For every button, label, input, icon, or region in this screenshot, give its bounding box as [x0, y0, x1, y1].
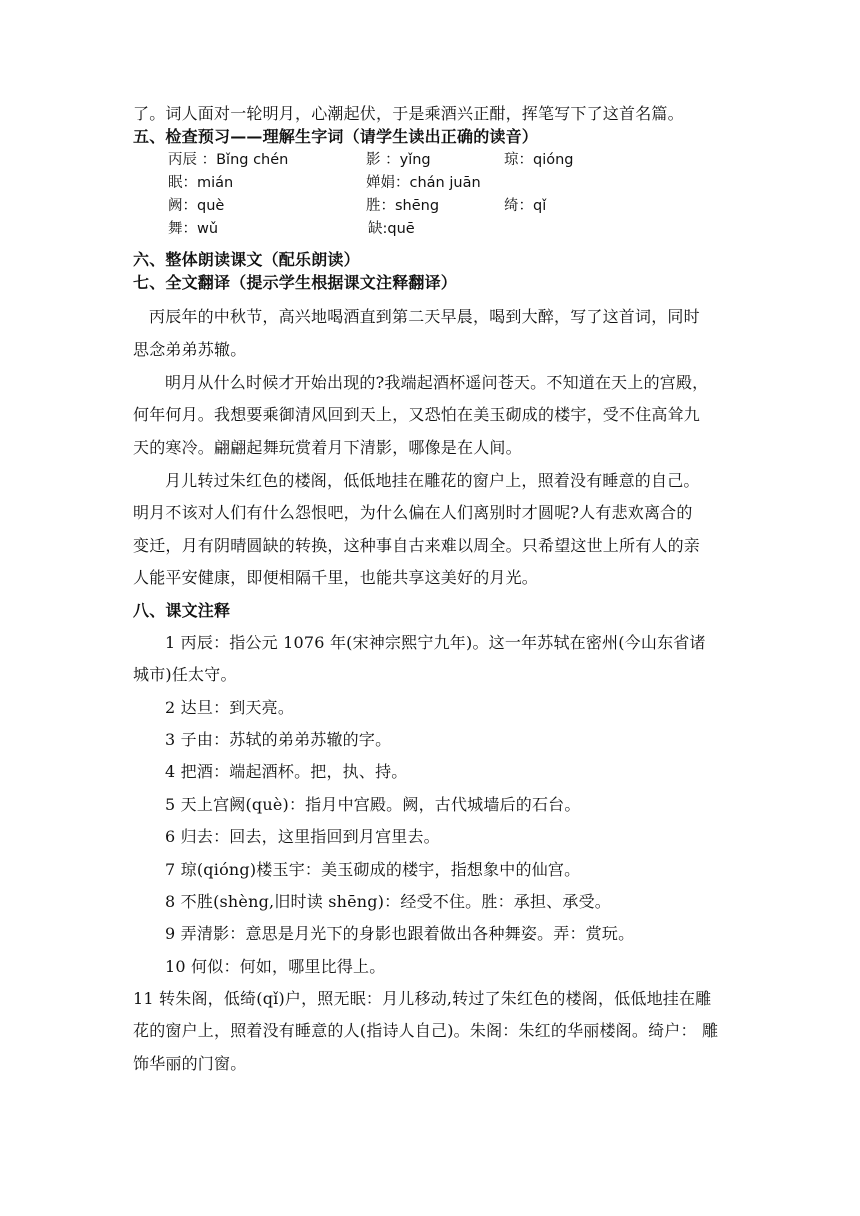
vocab-item: 影 ：yǐng — [366, 152, 431, 168]
translation-line: 天的寒冷。翩翩起舞玩赏着月下清影，哪像是在人间。 — [133, 438, 522, 457]
intro-line: 了。词人面对一轮明月，心潮起伏，于是乘酒兴正酣，挥笔写下了这首名篇。 — [133, 104, 684, 123]
note-line: 8 不胜(shèng,旧时读 shēng)：经受不住。胜：承担、承受。 — [165, 892, 611, 911]
note-line: 7 琼(qióng)楼玉宇：美玉砌成的楼宇，指想象中的仙宫。 — [165, 860, 581, 879]
note-line: 9 弄清影：意思是月光下的身影也跟着做出各种舞姿。弄：赏玩。 — [165, 924, 635, 943]
vocab-item: 丙辰 ：Bǐng chén — [168, 152, 289, 168]
vocab-item: 琼：qióng — [504, 152, 574, 168]
note-line: 2 达旦：到天亮。 — [165, 698, 295, 717]
translation-line: 丙辰年的中秋节，高兴地喝酒直到第二天早晨，喝到大醉，写了这首词，同时 — [149, 307, 700, 326]
vocab-item: 绮：qǐ — [504, 198, 547, 214]
section-8-title: 八、课文注释 — [133, 601, 231, 620]
vocab-item: 阙：què — [168, 198, 225, 214]
note-line: 3 子由：苏轼的弟弟苏辙的字。 — [165, 730, 392, 749]
note-line: 11 转朱阁，低绮(qǐ)户，照无眠：月儿移动,转过了朱红色的楼阁，低低地挂在雕 — [133, 989, 712, 1008]
section-5-title: 五、检查预习——理解生字词（请学生读出正确的读音） — [133, 127, 539, 146]
note-line: 5 天上宫阙(què)：指月中宫殿。阙，古代城墙后的石台。 — [165, 795, 581, 814]
translation-line: 人能平安健康，即便相隔千里，也能共享这美好的月光。 — [133, 568, 539, 587]
translation-line: 明月不该对人们有什么怨恨吧，为什么偏在人们离别时才圆呢?人有悲欢离合的 — [133, 503, 693, 522]
translation-line: 明月从什么时候才开始出现的?我端起酒杯遥问苍天。不知道在天上的宫殿， — [165, 373, 709, 392]
note-line: 城市)任太守。 — [133, 665, 237, 684]
vocab-item: 胜：shēng — [366, 198, 440, 214]
translation-line: 月儿转过朱红色的楼阁，低低地挂在雕花的窗户上，照着没有睡意的自己。 — [165, 471, 700, 490]
translation-line: 何年何月。我想要乘御清风回到天上，又恐怕在美玉砌成的楼宇，受不住高耸九 — [133, 405, 701, 424]
section-6-title: 六、整体朗读课文（配乐朗读） — [133, 250, 360, 269]
note-line: 4 把酒：端起酒杯。把，执、持。 — [165, 762, 408, 781]
note-line: 1 丙辰：指公元 1076 年(宋神宗熙宁九年)。这一年苏轼在密州(今山东省诸 — [165, 633, 706, 652]
note-line: 花的窗户上，照着没有睡意的人(指诗人自己)。朱阁：朱红的华丽楼阁。绮户： 雕 — [133, 1021, 719, 1040]
note-line: 10 何似：何如，哪里比得上。 — [165, 957, 386, 976]
note-line: 饰华丽的门窗。 — [133, 1054, 247, 1073]
vocab-item: 舞：wǔ — [168, 221, 219, 237]
section-7-title: 七、全文翻译（提示学生根据课文注释翻译） — [133, 273, 458, 292]
vocab-item: 缺:quē — [368, 221, 415, 237]
translation-line: 思念弟弟苏辙。 — [133, 340, 247, 359]
vocab-item: 眠：mián — [168, 175, 234, 191]
translation-line: 变迁，月有阴晴圆缺的转换，这种事自古来难以周全。只希望这世上所有人的亲 — [133, 536, 701, 555]
note-line: 6 归去：回去，这里指回到月宫里去。 — [165, 827, 440, 846]
vocab-item: 婵娟：chán juān — [366, 175, 481, 191]
